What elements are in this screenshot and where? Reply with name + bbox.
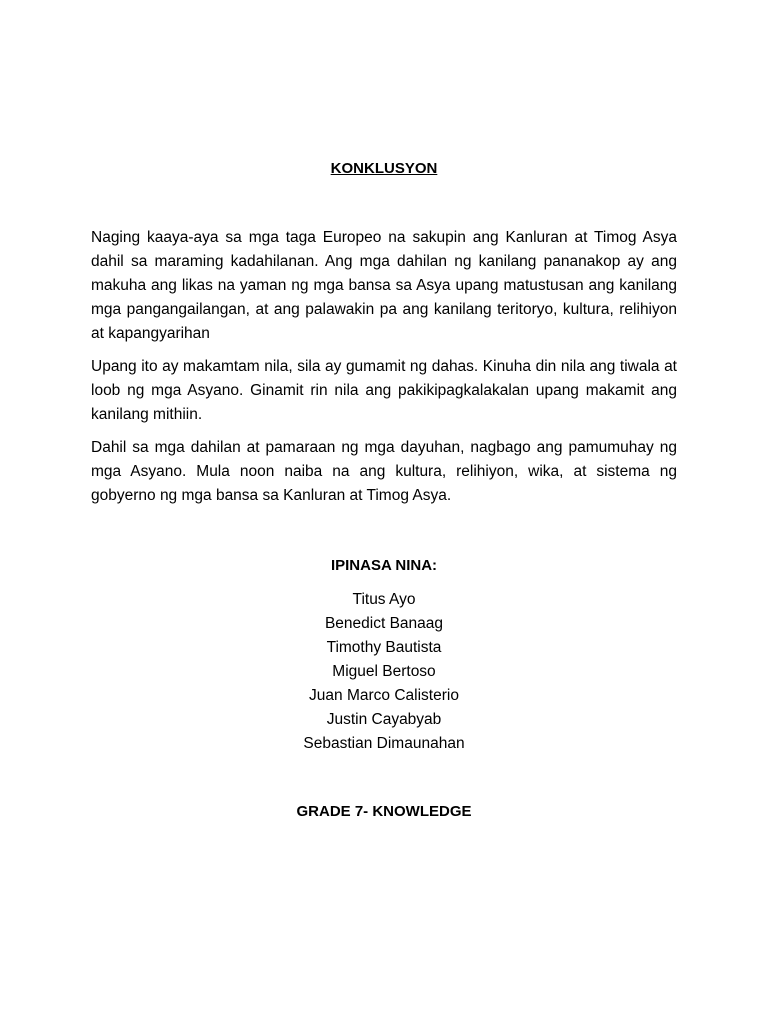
submitted-by-heading: IPINASA NINA: xyxy=(330,557,438,574)
paragraph: Naging kaaya-aya sa mga taga Europeo na sakupin ang Kanluran at Timog Asya dahil sa maraming kadahilanan. Ang mga dahilan ng kanilang pananakop ay ang makuha ang likas na yaman ng mga bansa sa Asya upang matustusan ang kanilang mga pangangailangan, at ang palawakin pa ang kanilang teritoryo, kultura, relihiyon at kapangyarihan xyxy=(91,229,677,342)
document-body xyxy=(91,226,677,517)
author-name: Timothy Bautista xyxy=(326,639,442,656)
author-name: Miguel Bertoso xyxy=(332,663,436,680)
author-name: Titus Ayo xyxy=(352,591,416,608)
author-name: Sebastian Dimaunahan xyxy=(303,735,465,752)
paragraph: Dahil sa mga dahilan at pamaraan ng mga dayuhan, nagbago ang pamumuhay ng mga Asyano. Mula noon naiba na ang kultura, relihiyon, wika, at sistema ng gobyerno ng mga bansa sa Kanluran at Timog Asya. xyxy=(91,439,677,504)
grade-section-label: GRADE 7- KNOWLEDGE xyxy=(296,803,472,820)
author-name: Justin Cayabyab xyxy=(326,711,442,728)
paragraph: Upang ito ay makamtam nila, sila ay gumamit ng dahas. Kinuha din nila ang tiwala at loob ng mga Asyano. Ginamit rin nila ang pakikipagkalakalan upang makamit ang kanilang mithiin. xyxy=(91,358,677,423)
document-title: KONKLUSYON xyxy=(330,160,438,177)
author-list xyxy=(0,588,768,756)
author-name: Benedict Banaag xyxy=(324,615,444,632)
author-name: Juan Marco Calisterio xyxy=(309,687,459,704)
